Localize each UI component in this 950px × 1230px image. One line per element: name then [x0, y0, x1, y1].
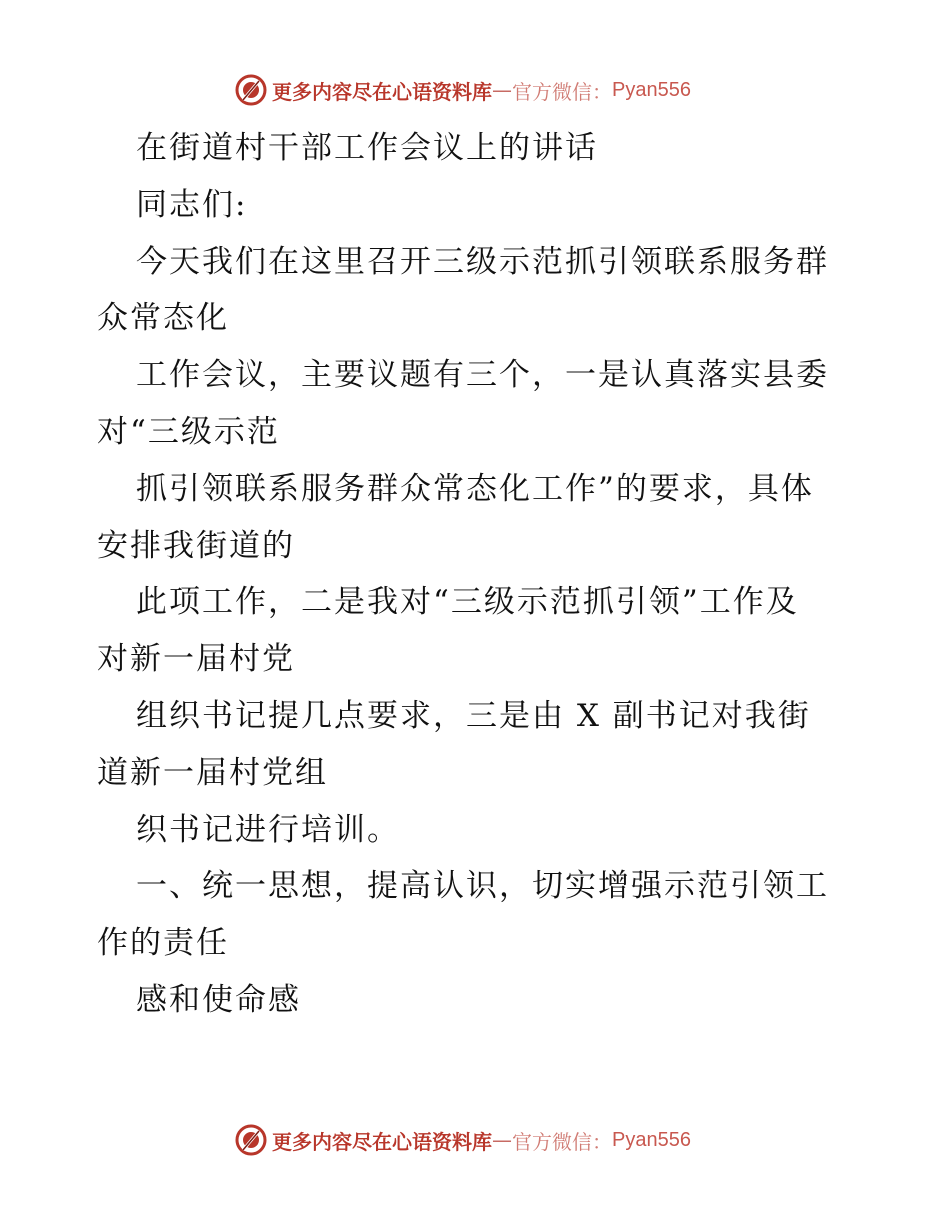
paragraph-line: 道新一届村党组: [97, 754, 328, 791]
banner-separator: —: [492, 78, 512, 102]
red-pen-seal-logo-icon: [234, 1123, 268, 1157]
paragraph-line: 抓引领联系服务群众常态化工作”的要求，具体: [136, 470, 814, 507]
red-pen-seal-logo-icon: [234, 73, 268, 107]
banner-wechat-id: Pyan556: [612, 78, 691, 101]
banner-brand-text: 更多内容尽在心语资料库: [272, 79, 492, 104]
paragraph-line: 安排我街道的: [97, 527, 295, 564]
paragraph-line: 织书记进行培训。: [136, 811, 400, 848]
paragraph-line: 组织书记提几点要求，三是由 X 副书记对我街: [136, 697, 811, 734]
paragraph-line: 对新一届村党: [97, 641, 295, 678]
paragraph-line: 对“三级示范: [97, 413, 280, 450]
banner-brand-text: 更多内容尽在心语资料库: [272, 1129, 492, 1154]
banner-wechat-id: Pyan556: [612, 1128, 691, 1151]
header-banner: [234, 72, 691, 108]
banner-official-label: 官方微信：: [512, 79, 612, 104]
paragraph-line: 工作会议，主要议题有三个，一是认真落实县委: [136, 357, 829, 394]
footer-banner: [234, 1122, 691, 1158]
document-body: [97, 120, 857, 1029]
paragraph-line: 此项工作，二是我对“三级示范抓引领”工作及: [136, 584, 799, 621]
section-heading-line: 感和使命感: [136, 981, 301, 1018]
salutation: 同志们:: [136, 186, 248, 223]
banner-official-label: 官方微信：: [512, 1129, 612, 1154]
document-title: 在街道村干部工作会议上的讲话: [136, 130, 598, 166]
paragraph-line: 众常态化: [97, 300, 229, 337]
banner-separator: —: [492, 1128, 512, 1152]
section-heading-line: 作的责任: [97, 925, 229, 962]
paragraph-line: 今天我们在这里召开三级示范抓引领联系服务群: [136, 243, 829, 280]
section-heading-line: 一、统一思想，提高认识，切实增强示范引领工: [136, 868, 829, 905]
